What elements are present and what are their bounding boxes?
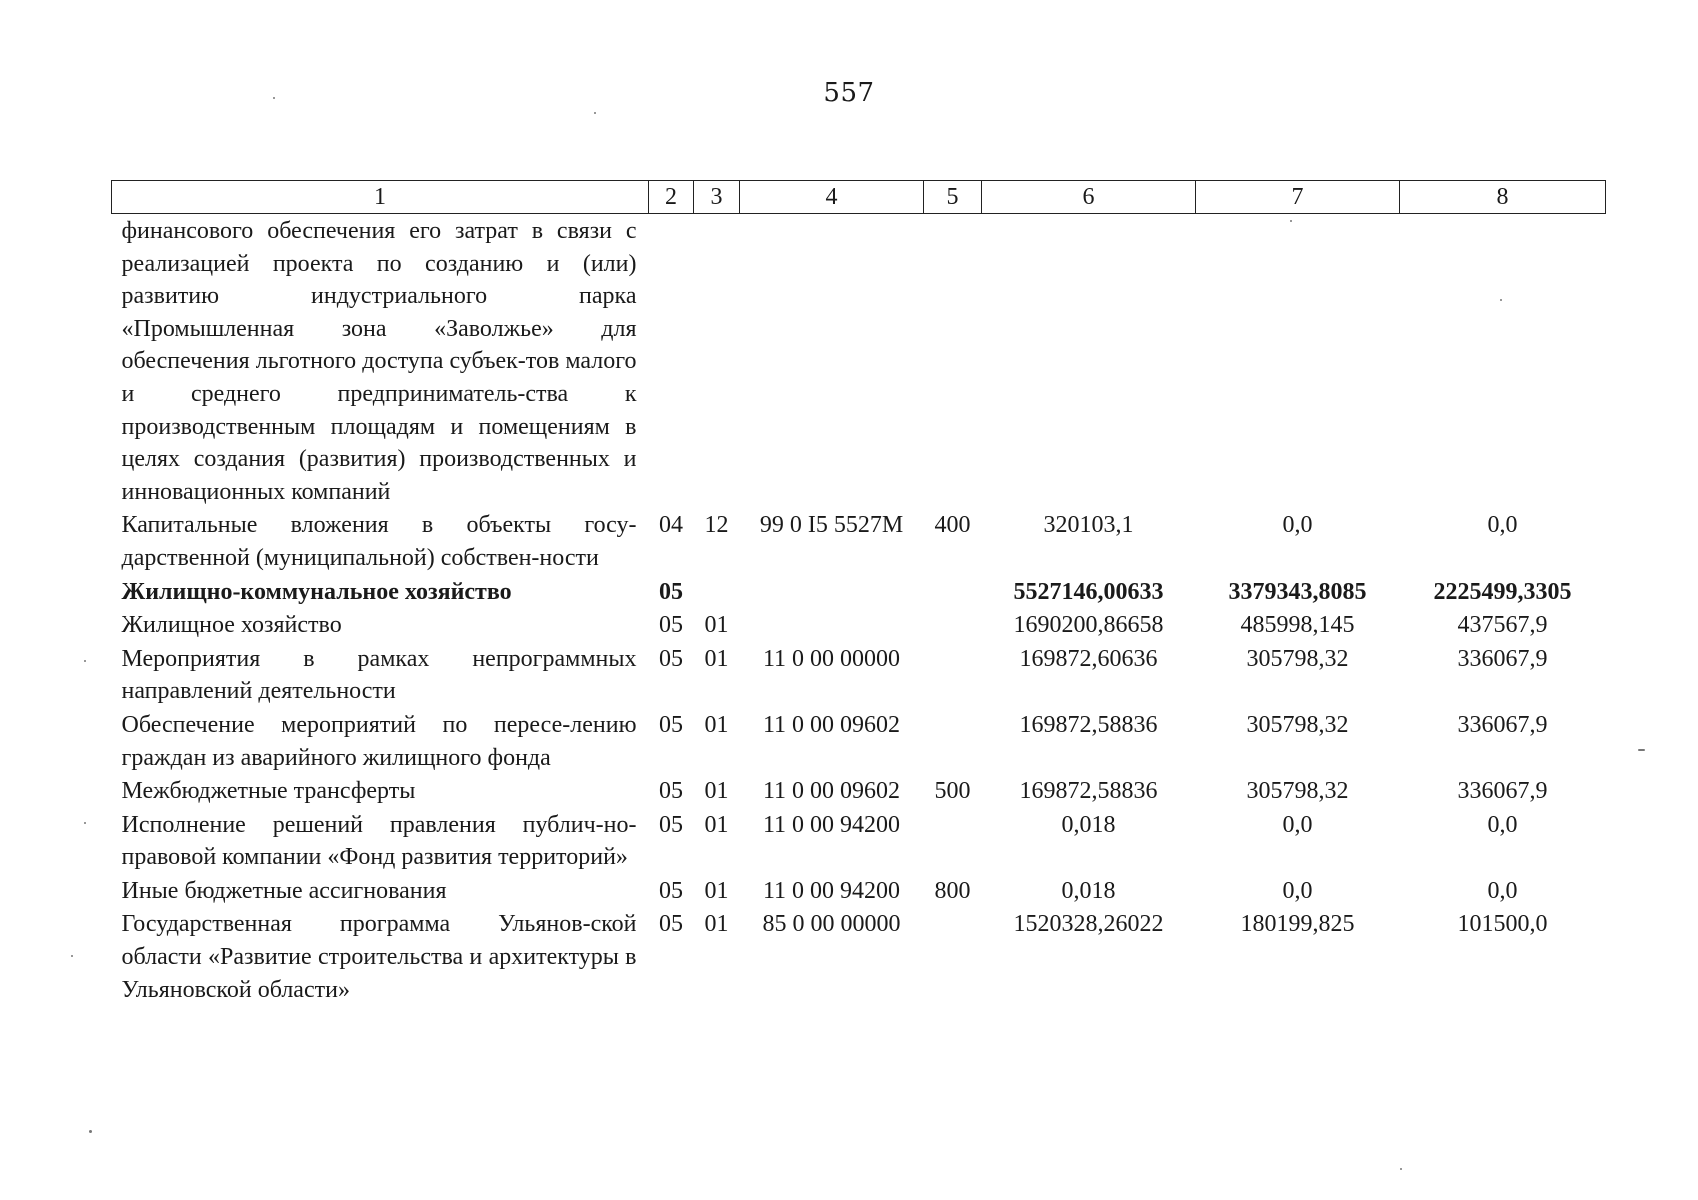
subsection-code-cell: 12 <box>704 512 729 539</box>
section-code-cell: 05 <box>659 811 683 838</box>
table-body <box>112 214 1606 1007</box>
amount-col8-cell: 0,0 <box>1487 811 1518 838</box>
amount-col6-cell: 0,018 <box>1061 811 1116 838</box>
subsection-code-cell <box>694 214 740 509</box>
row-name-cell: Жилищно-коммунальное хозяйство <box>121 578 512 605</box>
section-code-cell: 05 <box>659 778 683 805</box>
amount-col8-cell: 437567,9 <box>1457 612 1548 639</box>
scan-speck <box>84 822 86 824</box>
column-header-3: 3 <box>694 181 740 214</box>
subsection-code-cell <box>694 575 740 609</box>
expense-type-cell <box>924 575 982 609</box>
section-code-cell: 05 <box>659 645 683 672</box>
subsection-code-cell: 01 <box>704 612 729 639</box>
amount-col7-cell: 305798,32 <box>1246 645 1349 672</box>
amount-col6-cell: 0,018 <box>1061 877 1116 904</box>
section-code-cell: 05 <box>659 911 683 938</box>
scan-speck <box>1290 220 1292 222</box>
subsection-code-cell: 01 <box>704 645 729 672</box>
row-name-cell: Государственная программа Ульянов-ской области «Развитие строительства и архитектуры в Ульяновской области» <box>121 911 637 1003</box>
expense-type-cell <box>924 642 982 708</box>
section-code-cell: 05 <box>659 711 683 738</box>
section-code-cell: 05 <box>659 578 683 605</box>
target-article-cell: 11 0 00 94200 <box>762 811 901 838</box>
scan-speck <box>1400 1168 1402 1170</box>
amount-col6-cell <box>982 214 1196 509</box>
budget-table <box>111 180 1606 1006</box>
scan-speck <box>84 660 86 662</box>
table-row <box>112 508 1606 574</box>
target-article-cell: 11 0 00 94200 <box>762 877 901 904</box>
table-row <box>112 214 1606 509</box>
table-row <box>112 808 1606 874</box>
amount-col7-cell: 3379343,8085 <box>1228 578 1367 605</box>
amount-col8-cell: 101500,0 <box>1457 911 1548 938</box>
target-article-cell: 99 0 I5 5527M <box>759 512 904 539</box>
subsection-code-cell: 01 <box>704 778 729 805</box>
expense-type-cell: 800 <box>934 877 971 904</box>
row-name-cell: Жилищное хозяйство <box>121 612 342 639</box>
amount-col8-cell: 336067,9 <box>1457 778 1548 805</box>
column-header-4: 4 <box>740 181 924 214</box>
amount-col7-cell: 485998,145 <box>1240 612 1355 639</box>
target-article-cell <box>740 608 924 642</box>
row-name-cell: Мероприятия в рамках непрограммных направлений деятельности <box>121 645 637 705</box>
amount-col8-cell: 336067,9 <box>1457 711 1548 738</box>
amount-col8-cell: 0,0 <box>1487 877 1518 904</box>
subsection-code-cell: 01 <box>704 877 729 904</box>
amount-col8-cell: 0,0 <box>1487 512 1518 539</box>
amount-col8-cell: 336067,9 <box>1457 645 1548 672</box>
section-code-cell: 05 <box>659 612 683 639</box>
table-row <box>112 907 1606 1006</box>
expense-type-cell <box>924 708 982 774</box>
table-header <box>112 181 1606 214</box>
scan-speck <box>1638 749 1645 751</box>
section-code-cell: 05 <box>659 877 683 904</box>
amount-col6-cell: 169872,58836 <box>1019 778 1158 805</box>
amount-col7-cell: 180199,825 <box>1240 911 1355 938</box>
row-name-cell: Капитальные вложения в объекты госу-дарственной (муниципальной) собствен-ности <box>121 512 637 571</box>
target-article-cell <box>740 575 924 609</box>
column-header-6: 6 <box>982 181 1196 214</box>
column-header-8: 8 <box>1400 181 1606 214</box>
amount-col7-cell: 0,0 <box>1282 877 1313 904</box>
amount-col6-cell: 5527146,00633 <box>1013 578 1164 605</box>
expense-type-cell <box>924 608 982 642</box>
subsection-code-cell: 01 <box>704 911 729 938</box>
expense-type-cell: 500 <box>934 778 971 805</box>
table-row <box>112 575 1606 609</box>
subsection-code-cell: 01 <box>704 811 729 838</box>
amount-col7-cell: 0,0 <box>1282 811 1313 838</box>
amount-col6-cell: 169872,58836 <box>1019 711 1158 738</box>
amount-col6-cell: 169872,60636 <box>1019 645 1158 672</box>
scan-speck <box>71 955 73 957</box>
target-article-cell: 85 0 00 00000 <box>762 911 901 938</box>
amount-col8-cell <box>1400 214 1606 509</box>
table-row <box>112 608 1606 642</box>
target-article-cell: 11 0 00 09602 <box>762 711 901 738</box>
amount-col6-cell: 1690200,86658 <box>1013 612 1164 639</box>
column-header-1: 1 <box>112 181 649 214</box>
section-code-cell <box>649 214 694 509</box>
expense-type-cell: 400 <box>934 512 971 539</box>
target-article-cell <box>740 214 924 509</box>
amount-col8-cell: 2225499,3305 <box>1433 578 1572 605</box>
header-row <box>112 181 1606 214</box>
scan-speck <box>594 112 596 114</box>
page-number: 557 <box>823 78 875 108</box>
amount-col6-cell: 1520328,26022 <box>1013 911 1164 938</box>
table-row <box>112 874 1606 908</box>
column-header-5: 5 <box>924 181 982 214</box>
expense-type-cell <box>924 808 982 874</box>
row-name-cell: Исполнение решений правления публич-но-правовой компании «Фонд развития территорий» <box>121 811 637 871</box>
expense-type-cell <box>924 907 982 1006</box>
amount-col7-cell: 305798,32 <box>1246 711 1349 738</box>
column-header-2: 2 <box>649 181 694 214</box>
row-name-cell: Иные бюджетные ассигнования <box>121 877 447 904</box>
row-name-cell: Обеспечение мероприятий по пересе-лению граждан из аварийного жилищного фонда <box>121 711 637 771</box>
amount-col7-cell: 305798,32 <box>1246 778 1349 805</box>
row-name-cell: Межбюджетные трансферты <box>121 778 416 805</box>
amount-col7-cell <box>1196 214 1400 509</box>
row-name-cell: финансового обеспечения его затрат в связи с реализацией проекта по созданию и (или) развитию индустриального парка «Промышленная зона «Заволжье» для обеспечения льготного доступа субъек-тов малого и среднего предприниматель-ства к производственным площадям и помещениям в целях создания (развития) производственных и инновационных компаний <box>121 218 637 505</box>
table-row <box>112 642 1606 708</box>
scan-speck <box>273 97 275 99</box>
subsection-code-cell: 01 <box>704 711 729 738</box>
amount-col7-cell: 0,0 <box>1282 512 1313 539</box>
target-article-cell: 11 0 00 00000 <box>762 645 901 672</box>
expense-type-cell <box>924 214 982 509</box>
table-row <box>112 708 1606 774</box>
scan-speck <box>89 1130 92 1133</box>
table-row <box>112 774 1606 808</box>
column-header-7: 7 <box>1196 181 1400 214</box>
scan-speck <box>1500 299 1502 301</box>
section-code-cell: 04 <box>659 512 683 539</box>
target-article-cell: 11 0 00 09602 <box>762 778 901 805</box>
amount-col6-cell: 320103,1 <box>1043 512 1134 539</box>
